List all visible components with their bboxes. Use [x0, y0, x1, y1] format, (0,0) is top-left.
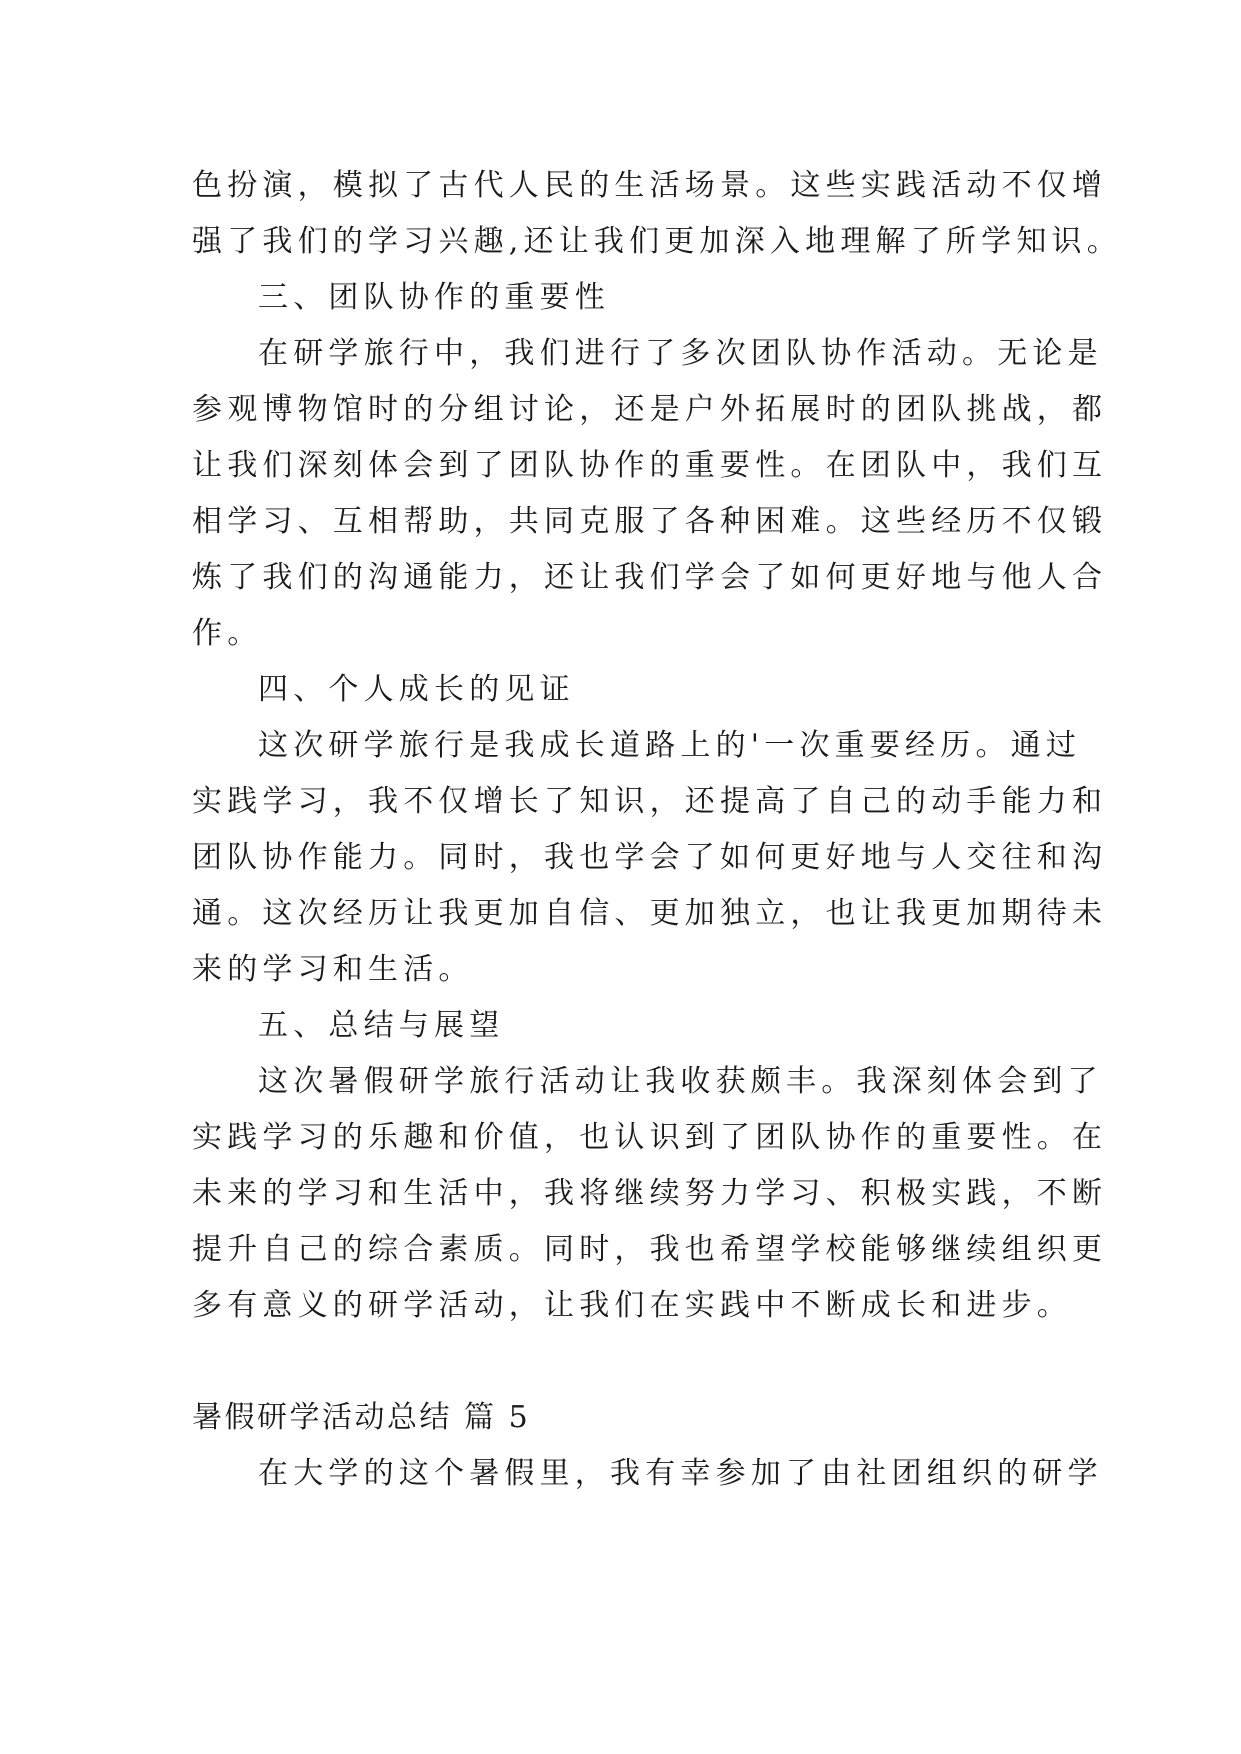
paragraph-line: 这次研学旅行是我成长道路上的'一次重要经历。通过 [258, 728, 1082, 763]
paragraph-line: 未来的学习和生活中，我将继续努力学习、积极实践，不断 [192, 1176, 1108, 1211]
paragraph-line: 实践学习，我不仅增长了知识，还提高了自己的动手能力和 [192, 784, 1108, 819]
paragraph-line: 参观博物馆时的分组讨论，还是户外拓展时的团队挑战，都 [192, 392, 1108, 427]
paragraph-line: 在研学旅行中，我们进行了多次团队协作活动。无论是 [258, 336, 1103, 371]
paragraph-line: 实践学习的乐趣和价值，也认识到了团队协作的重要性。在 [192, 1120, 1108, 1155]
paragraph-line: 通。这次经历让我更加自信、更加独立，也让我更加期待未 [192, 896, 1108, 931]
paragraph-line: 这次暑假研学旅行活动让我收获颇丰。我深刻体会到了 [258, 1064, 1103, 1099]
paragraph-line: 强了我们的学习兴趣,还让我们更加深入地理解了所学知识。 [192, 224, 1122, 259]
paragraph-line: 多有意义的研学活动，让我们在实践中不断成长和进步。 [192, 1288, 1072, 1323]
article-title: 暑假研学活动总结 篇 5 [192, 1400, 531, 1435]
paragraph-line: 炼了我们的沟通能力，还让我们学会了如何更好地与他人合 [192, 560, 1108, 595]
paragraph-line: 在大学的这个暑假里，我有幸参加了由社团组织的研学 [258, 1456, 1103, 1491]
paragraph-line: 色扮演，模拟了古代人民的生活场景。这些实践活动不仅增 [192, 168, 1108, 203]
section-heading: 三、团队协作的重要性 [258, 280, 610, 315]
section-heading: 四、个人成长的见证 [258, 672, 575, 707]
paragraph-line: 作。 [192, 616, 263, 651]
paragraph-line: 提升自己的综合素质。同时，我也希望学校能够继续组织更 [192, 1232, 1108, 1267]
paragraph-line: 团队协作能力。同时，我也学会了如何更好地与人交往和沟 [192, 840, 1108, 875]
paragraph-line: 来的学习和生活。 [192, 952, 474, 987]
paragraph-line: 相学习、互相帮助，共同克服了各种困难。这些经历不仅锻 [192, 504, 1108, 539]
paragraph-line: 让我们深刻体会到了团队协作的重要性。在团队中，我们互 [192, 448, 1108, 483]
section-heading: 五、总结与展望 [258, 1008, 505, 1043]
